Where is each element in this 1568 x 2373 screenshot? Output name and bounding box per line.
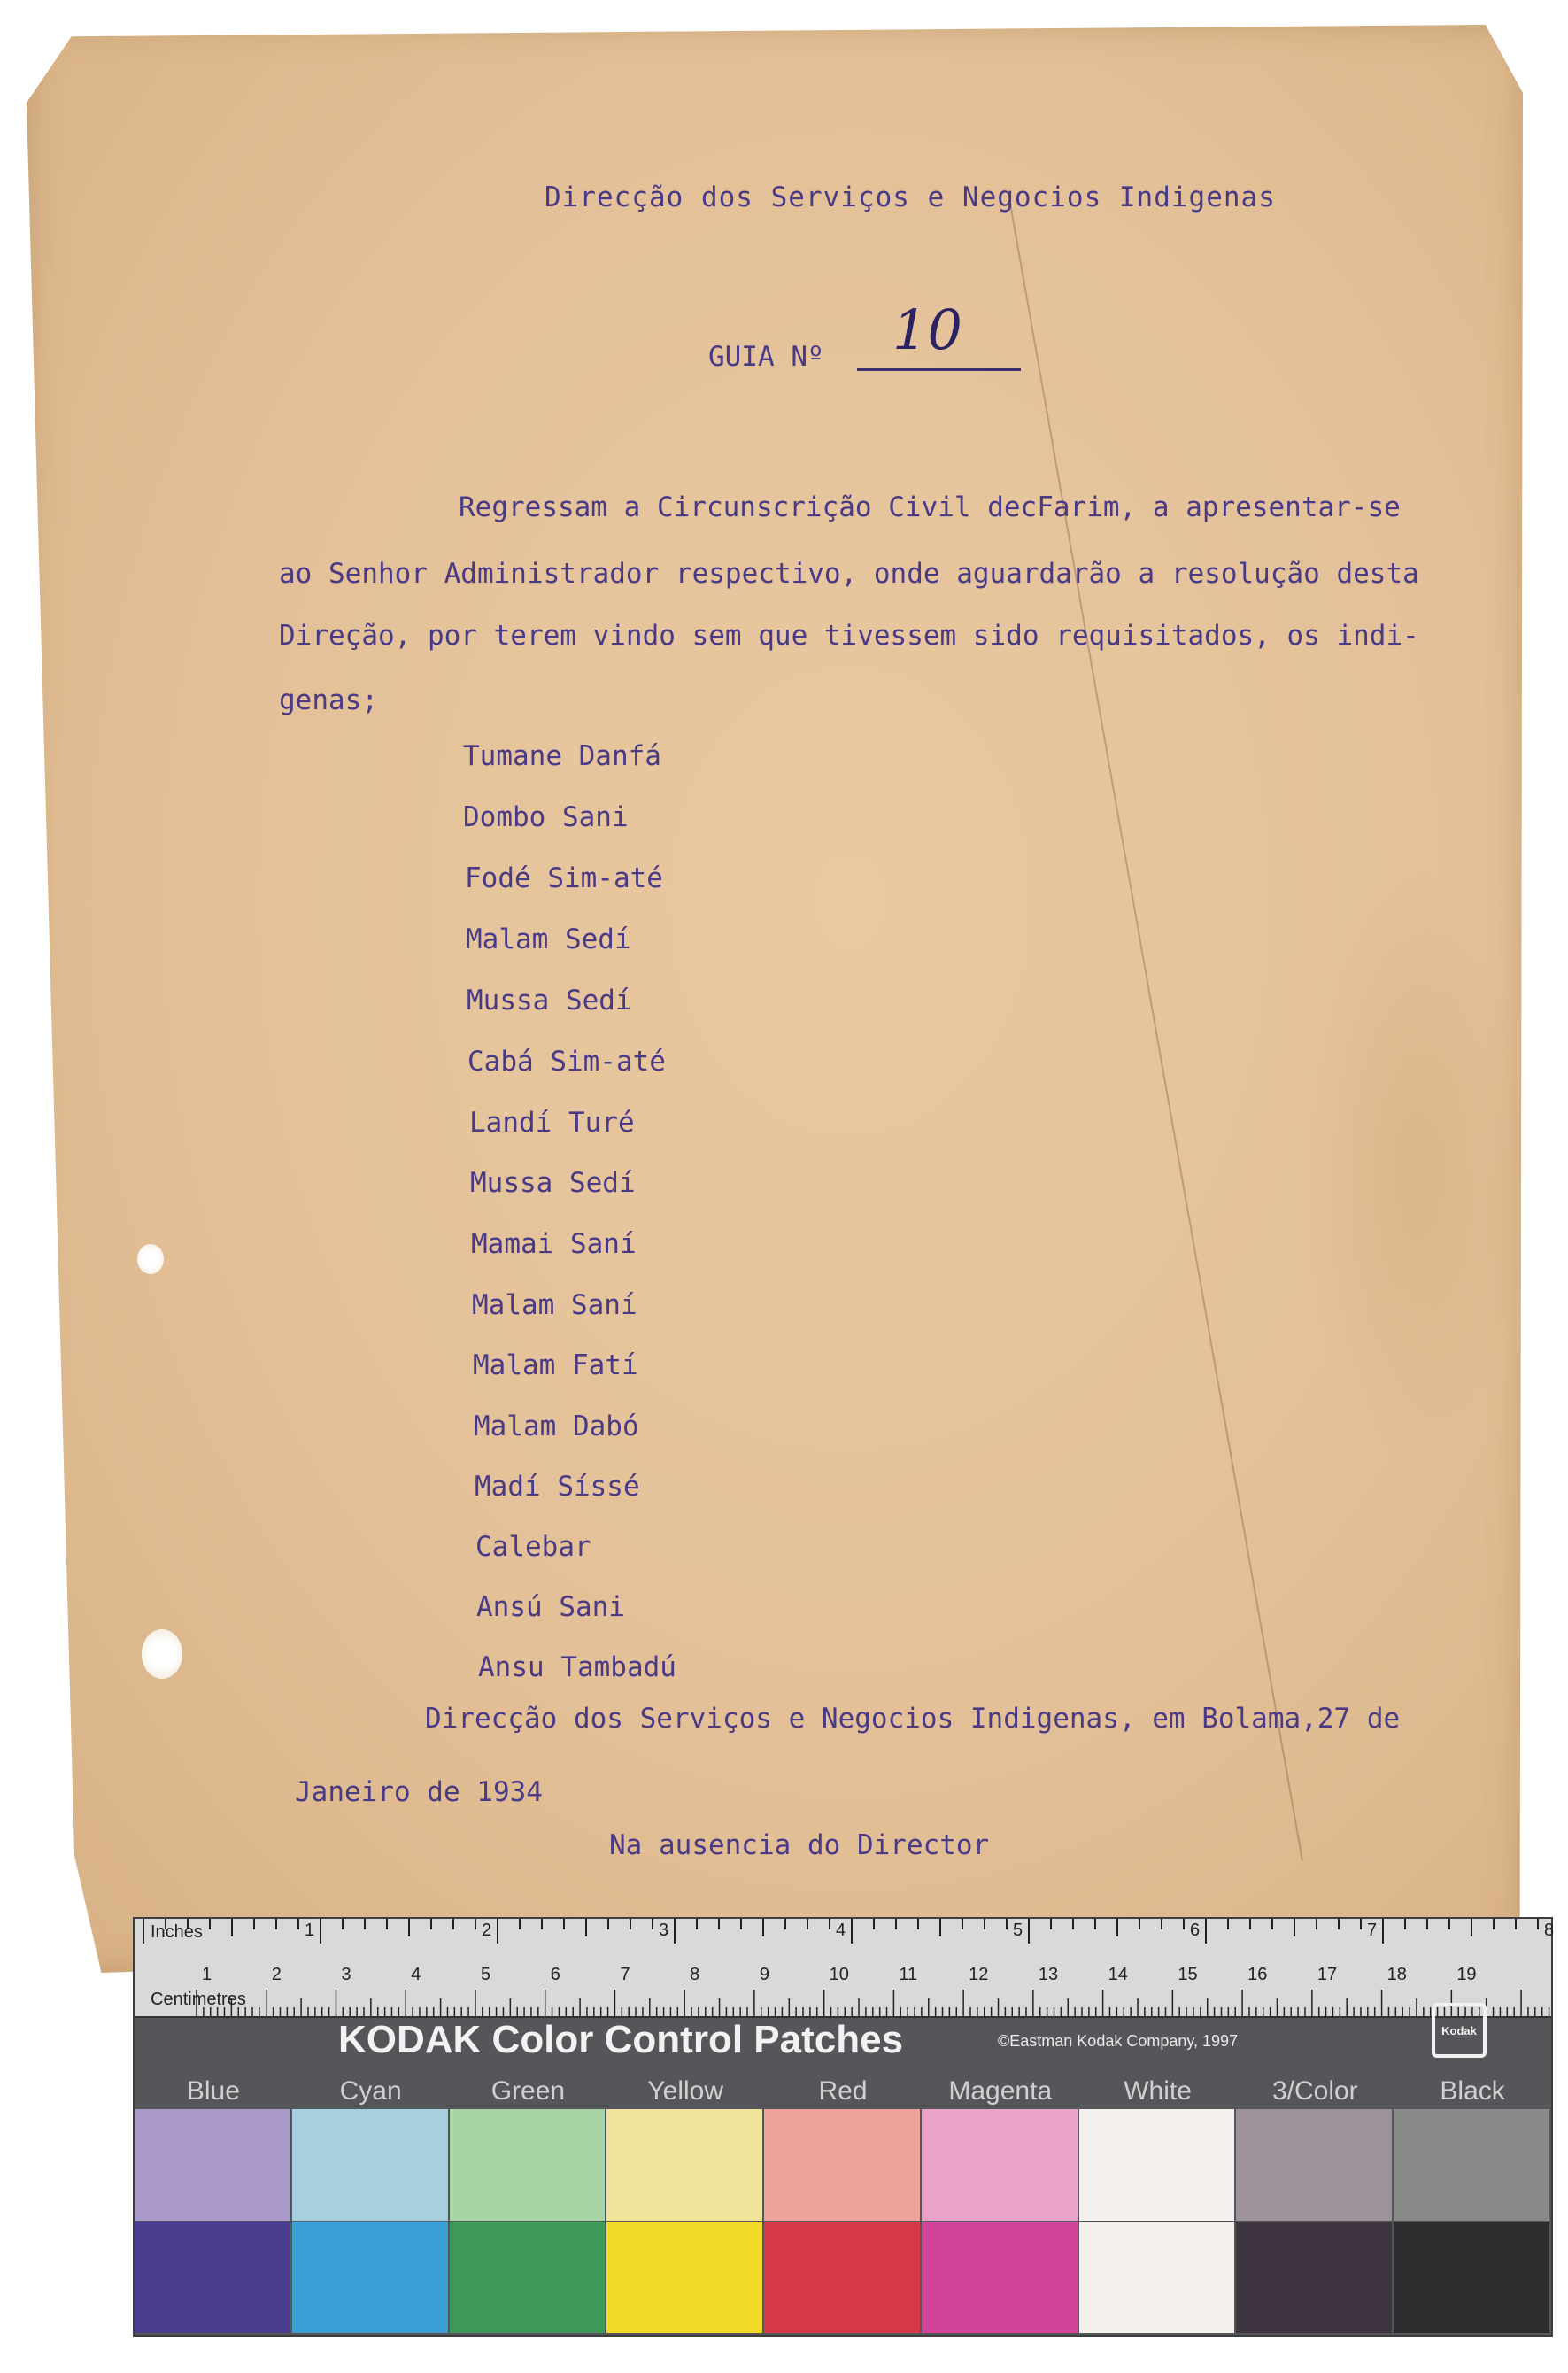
centimetres-label: Centimetres bbox=[151, 1990, 246, 2009]
water-stain bbox=[1302, 868, 1532, 1470]
color-patch bbox=[1394, 2109, 1549, 2221]
patch-label-green: Green bbox=[490, 2076, 566, 2106]
cm-tick-label: 1 bbox=[202, 1965, 212, 1984]
list-item: Landí Turé bbox=[469, 1107, 635, 1139]
kodak-logo: Kodak bbox=[1432, 2003, 1487, 2058]
guia-label: GUIA Nº bbox=[708, 341, 824, 373]
cm-tick-label: 6 bbox=[550, 1965, 560, 1984]
list-item: Madí Síssé bbox=[475, 1471, 640, 1503]
list-item: Malam Sedí bbox=[466, 924, 631, 955]
color-patch bbox=[1236, 2109, 1392, 2221]
chart-copyright: ©Eastman Kodak Company, 1997 bbox=[998, 2032, 1239, 2050]
color-patch bbox=[1236, 2222, 1392, 2333]
list-item: Fodé Sim-até bbox=[465, 862, 663, 894]
color-patch bbox=[1079, 2109, 1235, 2221]
cm-tick-label: 17 bbox=[1317, 1965, 1338, 1984]
signoff-note: Na ausencia do Director bbox=[609, 1829, 990, 1861]
cm-tick-label: 18 bbox=[1386, 1965, 1407, 1984]
cm-tick-label: 10 bbox=[829, 1965, 849, 1984]
color-patch bbox=[922, 2109, 1078, 2221]
cm-tick-label: 3 bbox=[341, 1965, 351, 1984]
paragraph-line: ao Senhor Administrador respectivo, onde aguardarão a resolução desta bbox=[279, 558, 1419, 590]
guia-number-field bbox=[857, 298, 1021, 371]
list-item: Mamai Saní bbox=[471, 1228, 637, 1260]
paragraph-line: Regressam a Circunscrição Civil decFarim, a apresentar-se bbox=[459, 491, 1401, 523]
color-patch bbox=[135, 2222, 290, 2333]
punch-hole bbox=[142, 1629, 182, 1679]
color-patch bbox=[450, 2109, 606, 2221]
color-patch bbox=[1079, 2222, 1235, 2333]
ruler bbox=[135, 1919, 1555, 2018]
inch-tick-label: 3 bbox=[659, 1921, 669, 1940]
color-patch bbox=[135, 2109, 290, 2221]
color-patch bbox=[606, 2222, 762, 2333]
patch-label-blue: Blue bbox=[186, 2076, 240, 2106]
patch-label-3-color: 3/Color bbox=[1271, 2076, 1358, 2106]
inch-tick-label: 4 bbox=[836, 1921, 846, 1940]
inch-tick-label: 7 bbox=[1367, 1921, 1378, 1940]
inch-tick-label: 8 bbox=[1544, 1921, 1555, 1940]
color-patch bbox=[292, 2222, 448, 2333]
cm-tick-label: 14 bbox=[1108, 1965, 1128, 1984]
paragraph-line: Direção, por terem vindo sem que tivessem sido requisitados, os indi- bbox=[279, 620, 1419, 652]
cm-tick-label: 19 bbox=[1456, 1965, 1477, 1984]
inch-tick-label: 6 bbox=[1190, 1921, 1201, 1940]
inch-tick-label: 2 bbox=[482, 1921, 492, 1940]
document-header: Direcção dos Serviços e Negocios Indigenas bbox=[545, 182, 1276, 213]
list-item: Malam Dabó bbox=[474, 1411, 639, 1442]
cm-tick-label: 15 bbox=[1178, 1965, 1198, 1984]
cm-tick-label: 12 bbox=[969, 1965, 989, 1984]
color-patch bbox=[764, 2109, 920, 2221]
color-patch bbox=[450, 2222, 606, 2333]
patch-label-yellow: Yellow bbox=[647, 2076, 724, 2106]
list-item: Calebar bbox=[475, 1531, 591, 1563]
inch-tick-label: 5 bbox=[1013, 1921, 1023, 1940]
cm-tick-label: 4 bbox=[411, 1965, 421, 1984]
document-paper bbox=[27, 25, 1523, 1973]
inch-tick-label: 1 bbox=[305, 1921, 315, 1940]
color-patch bbox=[922, 2222, 1078, 2333]
cm-tick-label: 16 bbox=[1247, 1965, 1268, 1984]
signoff-line: Direcção dos Serviços e Negocios Indigenas, em Bolama,27 de bbox=[425, 1703, 1401, 1735]
list-item: Malam Saní bbox=[472, 1289, 637, 1321]
cm-tick-label: 2 bbox=[271, 1965, 282, 1984]
patch-label-magenta: Magenta bbox=[948, 2076, 1053, 2106]
kodak-color-chart bbox=[133, 1917, 1553, 2337]
list-item: Mussa Sedí bbox=[470, 1167, 636, 1199]
patch-labels bbox=[135, 2076, 1551, 2112]
chart-title: KODAK Color Control Patches bbox=[338, 2018, 904, 2061]
color-patch bbox=[764, 2222, 920, 2333]
color-patch bbox=[606, 2109, 762, 2221]
patch-grid bbox=[135, 2109, 1551, 2335]
list-item: Ansú Sani bbox=[476, 1591, 625, 1623]
patch-label-white: White bbox=[1124, 2076, 1192, 2106]
cm-tick-label: 13 bbox=[1038, 1965, 1059, 1984]
cm-tick-label: 8 bbox=[690, 1965, 700, 1984]
paragraph-line: genas; bbox=[279, 684, 378, 716]
cm-tick-label: 7 bbox=[620, 1965, 630, 1984]
cm-tick-label: 9 bbox=[759, 1965, 770, 1984]
list-item: Dombo Sani bbox=[463, 801, 629, 833]
patch-label-black: Black bbox=[1440, 2076, 1505, 2106]
signoff-date: Janeiro de 1934 bbox=[295, 1776, 543, 1808]
color-patch bbox=[292, 2109, 448, 2221]
punch-hole bbox=[137, 1244, 164, 1274]
color-patch bbox=[1394, 2222, 1549, 2333]
list-item: Mussa Sedí bbox=[467, 985, 632, 1016]
guia-number: 10 bbox=[892, 298, 962, 362]
list-item: Cabá Sim-até bbox=[467, 1046, 666, 1078]
patch-label-red: Red bbox=[818, 2076, 868, 2106]
cm-tick-label: 11 bbox=[899, 1965, 918, 1984]
inches-label: Inches bbox=[151, 1922, 203, 1942]
list-item: Ansu Tambadú bbox=[478, 1651, 676, 1683]
cm-tick-label: 5 bbox=[480, 1965, 491, 1984]
patch-label-cyan: Cyan bbox=[339, 2076, 402, 2106]
list-item: Tumane Danfá bbox=[463, 740, 661, 772]
list-item: Malam Fatí bbox=[473, 1349, 638, 1381]
